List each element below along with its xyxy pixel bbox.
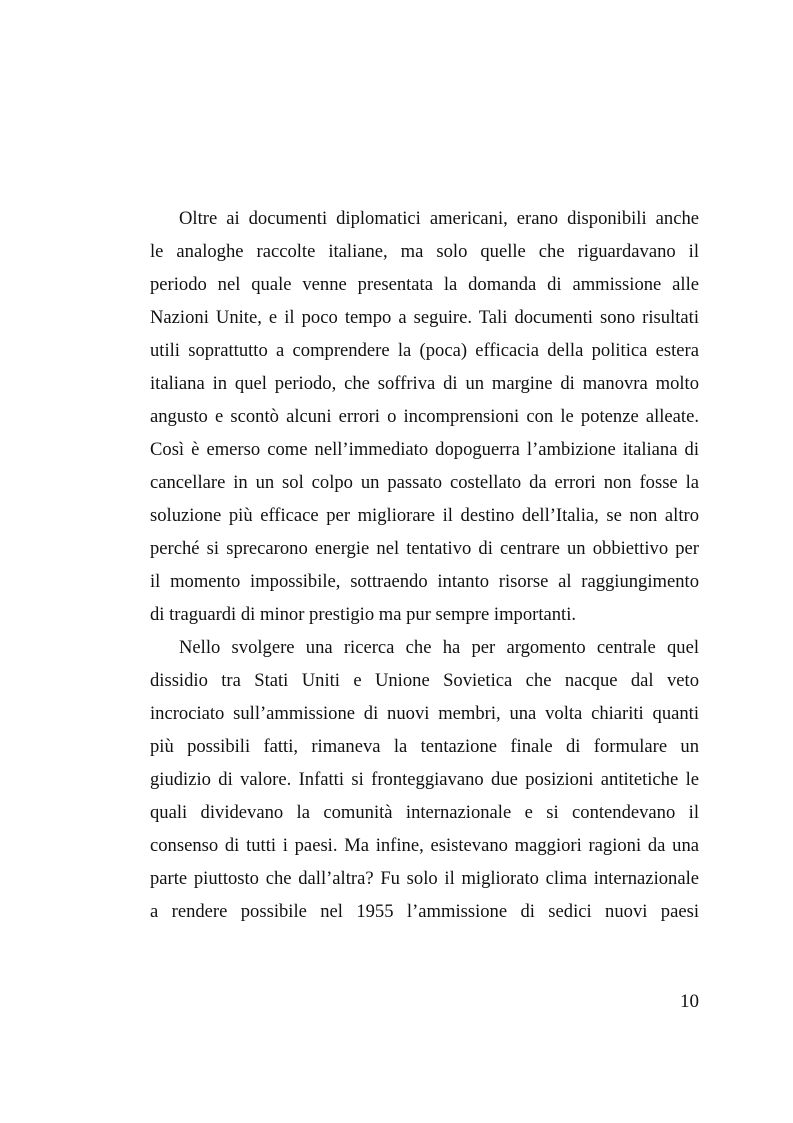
page-number: 10 <box>680 991 699 1012</box>
text-line: di traguardi di minor prestigio ma pur sempre importanti. <box>150 604 577 625</box>
text-line: angusto e scontò alcuni errori o incomprensioni con le potenze alleate. <box>150 406 699 427</box>
text-line: incrociato sull’ammissione di nuovi membri, una volta chiariti quanti <box>150 703 699 724</box>
paragraph-1 <box>150 202 699 631</box>
text-line: dissidio tra Stati Uniti e Unione Sovietica che nacque dal veto <box>150 670 699 691</box>
text-line: il momento impossibile, sottraendo intanto risorse al raggiungimento <box>150 571 699 592</box>
text-line: le analoghe raccolte italiane, ma solo quelle che riguardavano il <box>150 241 699 262</box>
text-line: utili soprattutto a comprendere la (poca) efficacia della politica estera <box>150 340 699 361</box>
text-line: Nello svolgere una ricerca che ha per argomento centrale quel <box>179 637 699 658</box>
text-line: quali dividevano la comunità internazionale e si contendevano il <box>150 802 699 823</box>
text-line: parte piuttosto che dall’altra? Fu solo il migliorato clima internazionale <box>150 868 699 889</box>
text-line: soluzione più efficace per migliorare il destino dell’Italia, se non altro <box>150 505 699 526</box>
paragraph-2 <box>150 631 699 928</box>
text-line: Oltre ai documenti diplomatici americani, erano disponibili anche <box>179 208 699 229</box>
page-body <box>150 202 699 928</box>
text-line: consenso di tutti i paesi. Ma infine, esistevano maggiori ragioni da una <box>150 835 699 856</box>
text-line: perché si sprecarono energie nel tentativo di centrare un obbiettivo per <box>150 538 699 559</box>
text-line: giudizio di valore. Infatti si fronteggiavano due posizioni antitetiche le <box>150 769 699 790</box>
text-line: italiana in quel periodo, che soffriva di un margine di manovra molto <box>150 373 699 394</box>
text-line: Così è emerso come nell’immediato dopoguerra l’ambizione italiana di <box>150 439 699 460</box>
text-line: periodo nel quale venne presentata la domanda di ammissione alle <box>150 274 699 295</box>
text-line: cancellare in un sol colpo un passato costellato da errori non fosse la <box>150 472 699 493</box>
text-line: più possibili fatti, rimaneva la tentazione finale di formulare un <box>150 736 699 757</box>
text-line: a rendere possibile nel 1955 l’ammissione di sedici nuovi paesi <box>150 901 699 922</box>
text-line: Nazioni Unite, e il poco tempo a seguire. Tali documenti sono risultati <box>150 307 699 328</box>
